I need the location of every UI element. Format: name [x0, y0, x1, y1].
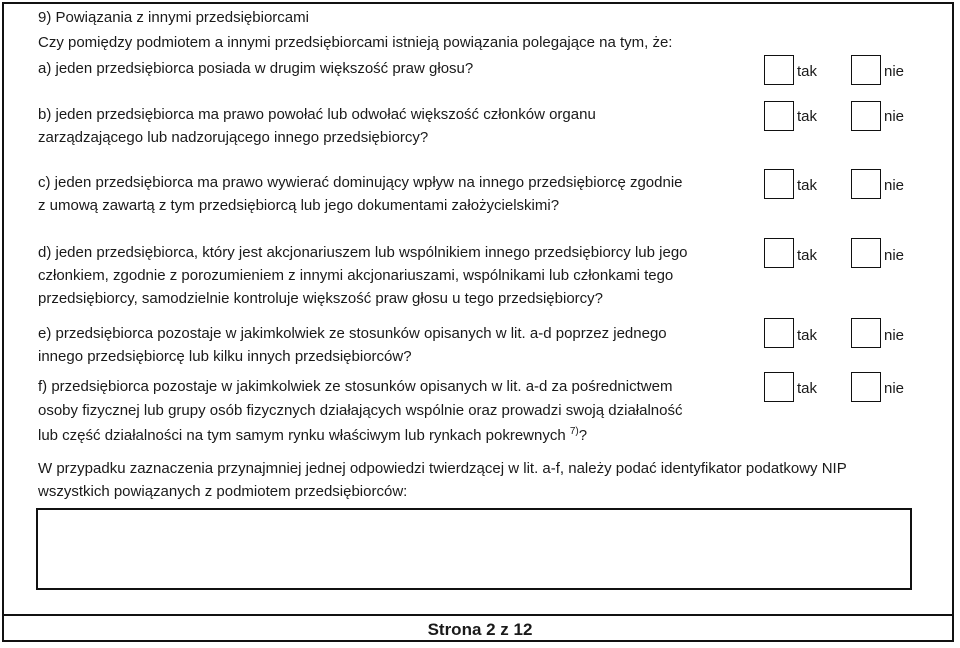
page-number: Strona 2 z 12: [427, 620, 533, 639]
question-d-line1: d) jeden przedsiębiorca, który jest akcjonariuszem lub wspólnikiem innego przedsiębiorcy lub jego: [38, 244, 688, 261]
question-d-line2: członkiem, zgodnie z porozumieniem z innymi akcjonariuszami, wspólnikami lub członkami tego: [38, 267, 674, 284]
question-b-line1: b) jeden przedsiębiorca ma prawo powołać lub odwołać większość członków organu: [38, 106, 596, 123]
question-f-no-checkbox[interactable]: [851, 372, 881, 402]
question-f-line2: osoby fizycznej lub grupy osób fizycznych działających wspólnie oraz prowadzi swoją działalność: [38, 402, 683, 419]
question-c-line2: z umową zawartą z tym przedsiębiorcą lub jego dokumentami założycielskimi?: [38, 197, 560, 214]
question-d-no-label: nie: [884, 247, 905, 264]
question-a-yes-label: tak: [797, 63, 818, 80]
section-intro: Czy pomiędzy podmiotem a innymi przedsiębiorcami istnieją powiązania polegające na tym, że:: [38, 34, 673, 51]
question-f-line3-suffix: ?: [578, 427, 588, 444]
question-d-line3: przedsiębiorcy, samodzielnie kontroluje większość praw głosu u tego przedsiębiorcy?: [38, 290, 603, 307]
question-a-no-label: nie: [884, 63, 905, 80]
question-b-yes-checkbox[interactable]: [764, 101, 794, 131]
question-e-yes-label: tak: [797, 327, 818, 344]
nip-answer-field[interactable]: [36, 508, 912, 590]
question-c-line1: c) jeden przedsiębiorca ma prawo wywierać dominujący wpływ na innego przedsiębiorcę zgodnie: [38, 174, 683, 191]
question-d-yes-label: tak: [797, 247, 818, 264]
question-c-yes-label: tak: [797, 177, 818, 194]
question-e-no-checkbox[interactable]: [851, 318, 881, 348]
question-f-line3: [38, 425, 587, 447]
question-a-line1: a) jeden przedsiębiorca posiada w drugim większość praw głosu?: [38, 60, 474, 77]
question-f-yes-checkbox[interactable]: [764, 372, 794, 402]
question-d-yes-checkbox[interactable]: [764, 238, 794, 268]
question-b-no-checkbox[interactable]: [851, 101, 881, 131]
question-c-no-label: nie: [884, 177, 905, 194]
question-b-yes-label: tak: [797, 108, 818, 125]
question-f-no-label: nie: [884, 380, 905, 397]
section-title: 9) Powiązania z innymi przedsiębiorcami: [38, 9, 309, 26]
question-c-no-checkbox[interactable]: [851, 169, 881, 199]
footer-divider: [2, 614, 952, 616]
question-a-yes-checkbox[interactable]: [764, 55, 794, 85]
question-e-line2: innego przedsiębiorcę lub kilku innych przedsiębiorców?: [38, 348, 412, 365]
question-f-line3-text: lub część działalności na tym samym rynku właściwym lub rynkach pokrewnych: [38, 427, 566, 444]
question-f-line1: f) przedsiębiorca pozostaje w jakimkolwiek ze stosunków opisanych w lit. a-d za pośrednictwem: [38, 378, 673, 395]
nip-instruction-line1: W przypadku zaznaczenia przynajmniej jednej odpowiedzi twierdzącej w lit. a-f, należy podać identyfikator podatkowy NIP: [38, 460, 847, 477]
question-f-yes-label: tak: [797, 380, 818, 397]
nip-instruction-line2: wszystkich powiązanych z podmiotem przedsiębiorców:: [38, 483, 408, 500]
footnote-marker: 7): [569, 426, 579, 437]
question-d-no-checkbox[interactable]: [851, 238, 881, 268]
question-a-no-checkbox[interactable]: [851, 55, 881, 85]
question-e-line1: e) przedsiębiorca pozostaje w jakimkolwiek ze stosunków opisanych w lit. a-d poprzez jednego: [38, 325, 667, 342]
question-b-line2: zarządzającego lub nadzorującego innego przedsiębiorcy?: [38, 129, 429, 146]
question-b-no-label: nie: [884, 108, 905, 125]
question-e-yes-checkbox[interactable]: [764, 318, 794, 348]
question-c-yes-checkbox[interactable]: [764, 169, 794, 199]
question-e-no-label: nie: [884, 327, 905, 344]
